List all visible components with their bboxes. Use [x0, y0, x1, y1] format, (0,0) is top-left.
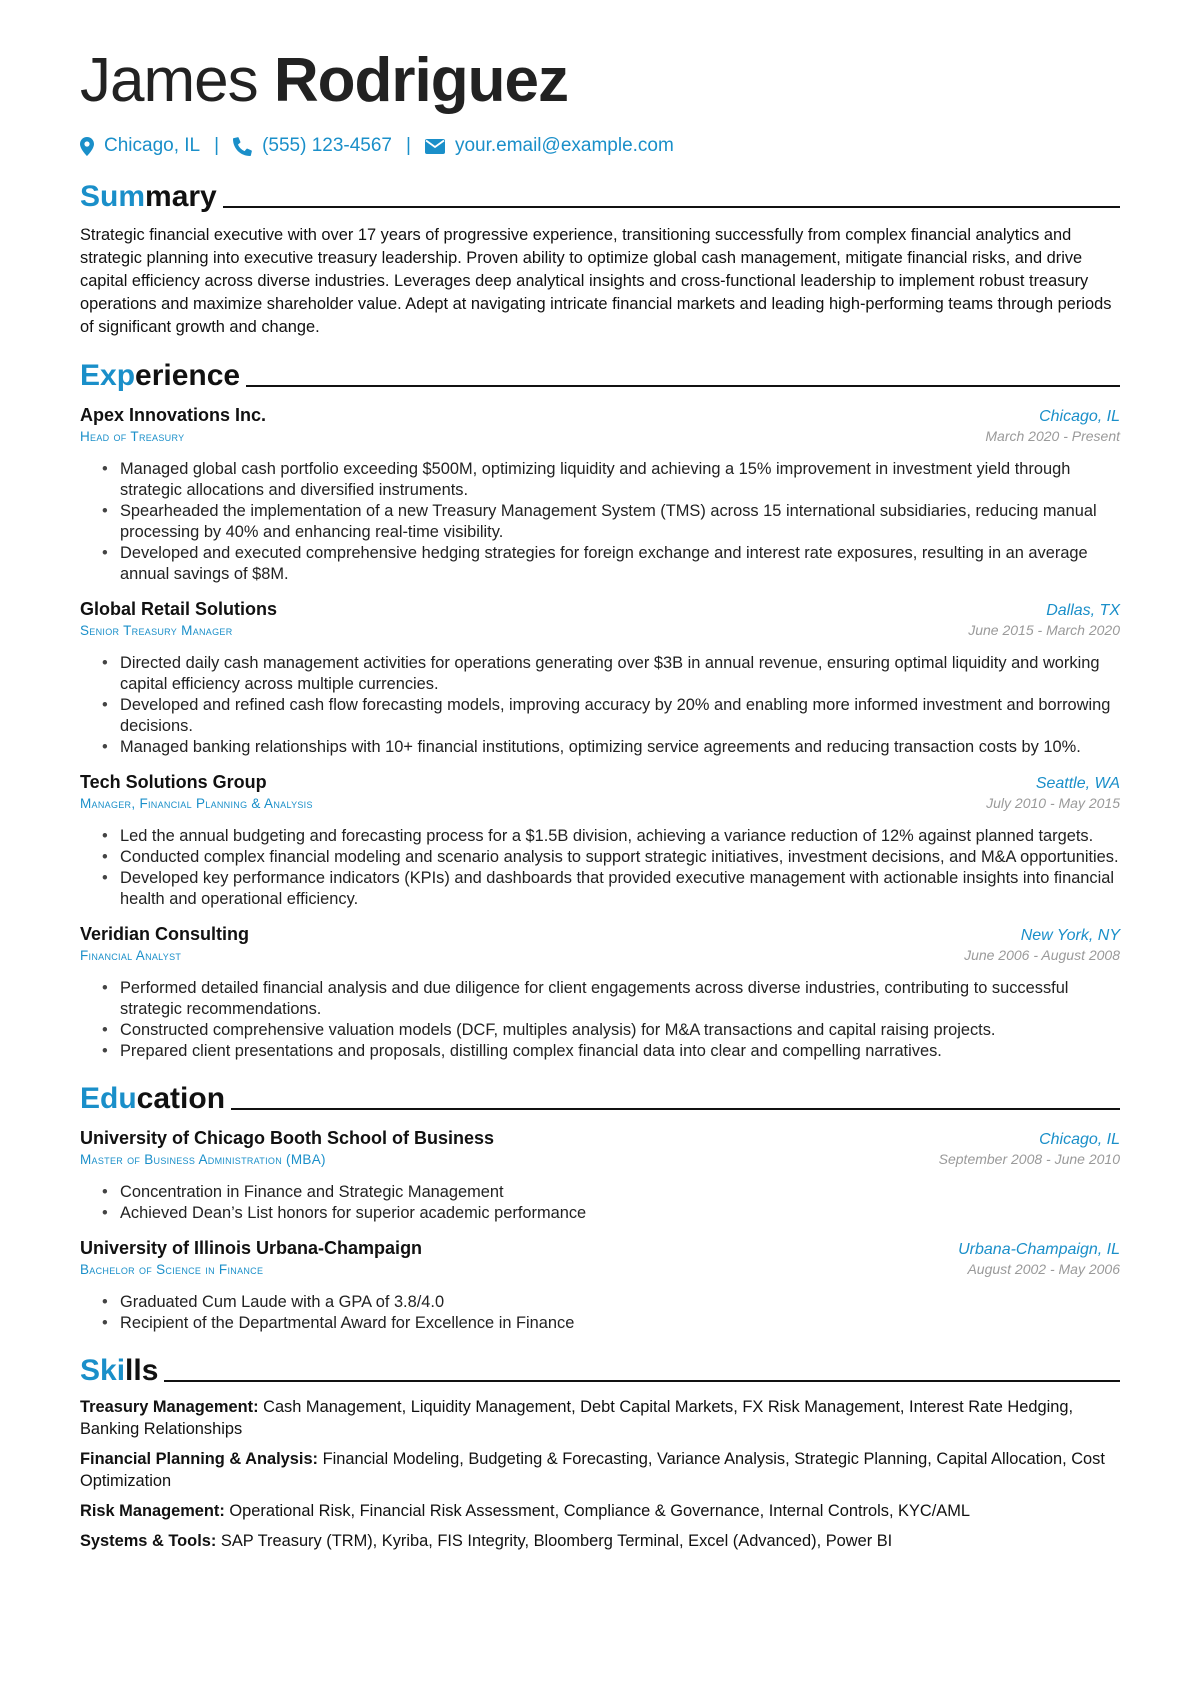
experience-entry [80, 403, 1120, 585]
organization-name: University of Illinois Urbana-Champaign [80, 1238, 423, 1258]
entry-header [80, 922, 1120, 946]
entry-header [80, 597, 1120, 621]
skill-values: SAP Treasury (TRM), Kyriba, FIS Integrity, Bloomberg Terminal, Excel (Advanced), Power BI [220, 1532, 893, 1550]
entry-location: Chicago, IL [1039, 1131, 1120, 1148]
bullet-item: • Graduated Cum Laude with a GPA of 3.8/4.0 [102, 1292, 1120, 1313]
entry-subheader [80, 794, 1120, 814]
skill-values: Operational Risk, Financial Risk Assessment, Compliance & Governance, Internal Controls, KYC/AML [229, 1502, 971, 1520]
section-title: Skills [80, 1354, 159, 1387]
entry-date: August 2002 - May 2006 [967, 1261, 1120, 1277]
section-title: Education [80, 1082, 226, 1115]
skill-line [80, 1396, 1120, 1440]
bullet-item: • Spearheaded the implementation of a new Treasury Management System (TMS) across 15 international subsidiaries, reducing manual processing by 40% and enhancing real-time visibility. [102, 501, 1120, 543]
phone-text: (555) 123-4567 [262, 135, 392, 156]
education-entry [80, 1126, 1120, 1224]
map-pin-icon [80, 137, 94, 156]
first-name: James [80, 46, 258, 115]
bullet-item: • Managed banking relationships with 10+ financial institutions, optimizing service agreements and reducing transaction costs by 10%. [102, 737, 1120, 758]
entry-date: July 2010 - May 2015 [986, 795, 1120, 811]
skill-category: Treasury Management: [80, 1398, 259, 1416]
bullet-item: • Conducted complex financial modeling and scenario analysis to support strategic initiatives, investment decisions, and M&A opportunities. [102, 847, 1120, 868]
summary-text: Strategic financial executive with over 17 years of progressive experience, transitioning successfully from complex financial analytics and strategic planning into executive treasury leadership. Proven ability to optimize global cash management, mitigate financial risks, and drive capital efficiency across diverse industries. Leverages deep analytical insights and cross-functional leadership to implement robust treasury operations and maximize shareholder value. Adept at navigating intricate financial markets and leading high-performing teams through periods of significant growth and change. [80, 226, 1112, 336]
location-text: Chicago, IL [104, 135, 201, 156]
contact-location [80, 135, 200, 157]
entry-role: Master of Business Administration (MBA) [80, 1152, 326, 1167]
organization-name: Veridian Consulting [80, 924, 250, 944]
bullet-item: • Concentration in Finance and Strategic Management [102, 1182, 1120, 1203]
entry-subheader [80, 427, 1120, 447]
entry-subheader [80, 946, 1120, 966]
entry-date: March 2020 - Present [985, 428, 1120, 444]
skill-category: Risk Management: [80, 1502, 225, 1520]
bullet-item: • Led the annual budgeting and forecasting process for a $1.5B division, achieving a variance reduction of 12% against planned targets. [102, 826, 1120, 847]
bullet-item: • Performed detailed financial analysis and due diligence for client engagements across diverse industries, contributing to successful strategic recommendations. [102, 978, 1120, 1020]
bullet-list [80, 653, 1120, 758]
bullet-item: • Constructed comprehensive valuation models (DCF, multiples analysis) for M&A transactions and capital raising projects. [102, 1020, 1120, 1041]
section-divider [164, 1380, 1120, 1382]
bullet-item: • Prepared client presentations and proposals, distilling complex financial data into clear and compelling narratives. [102, 1041, 1120, 1062]
bullet-list [80, 1292, 1120, 1334]
entry-subheader [80, 1150, 1120, 1170]
organization-name: Apex Innovations Inc. [80, 405, 267, 425]
section-divider [223, 206, 1120, 208]
skill-line [80, 1530, 1120, 1552]
skill-category: Systems & Tools: [80, 1532, 217, 1550]
email-link: your.email@example.com [454, 135, 674, 156]
education-entry [80, 1236, 1120, 1334]
skills-list [80, 1396, 1120, 1552]
contact-bar [80, 132, 1120, 160]
bullet-item: • Recipient of the Departmental Award for Excellence in Finance [102, 1313, 1120, 1334]
entry-location: Dallas, TX [1046, 602, 1120, 619]
contact-separator: | [214, 135, 220, 156]
contact-phone[interactable] [233, 135, 392, 157]
skill-line [80, 1500, 1120, 1522]
skill-line [80, 1448, 1120, 1492]
entry-role: Head of Treasury [80, 429, 185, 444]
entry-role: Bachelor of Science in Finance [80, 1262, 264, 1277]
bullet-item: • Achieved Dean’s List honors for superior academic performance [102, 1203, 1120, 1224]
entry-subheader [80, 621, 1120, 641]
section-divider [246, 385, 1120, 387]
bullet-item: • Developed key performance indicators (KPIs) and dashboards that provided executive management with actionable insights into financial health and operational efficiency. [102, 868, 1120, 910]
entry-location: Urbana-Champaign, IL [958, 1241, 1120, 1258]
entry-subheader [80, 1260, 1120, 1280]
organization-name: University of Chicago Booth School of Business [80, 1128, 495, 1148]
skill-category: Financial Planning & Analysis: [80, 1450, 319, 1468]
bullet-list [80, 978, 1120, 1062]
envelope-icon [425, 139, 445, 154]
skill-values: Cash Management, Liquidity Management, Debt Capital Markets, FX Risk Management, Interest Rate Hedging, Banking Relationships [80, 1398, 1074, 1438]
entry-location: Seattle, WA [1035, 775, 1120, 792]
entry-role: Manager, Financial Planning & Analysis [80, 796, 313, 811]
phone-icon [233, 137, 252, 156]
experience-entry [80, 770, 1120, 910]
section-divider [231, 1108, 1120, 1110]
entry-header [80, 770, 1120, 794]
entry-date: June 2006 - August 2008 [964, 947, 1120, 963]
bullet-list [80, 826, 1120, 910]
entry-date: June 2015 - March 2020 [968, 622, 1120, 638]
organization-name: Tech Solutions Group [80, 772, 267, 792]
section-title: Summary [80, 180, 217, 213]
entry-header [80, 403, 1120, 427]
entry-role: Financial Analyst [80, 948, 182, 963]
experience-heading [80, 355, 1120, 393]
entry-header [80, 1236, 1120, 1260]
candidate-name [80, 44, 1120, 118]
contact-separator: | [406, 135, 411, 156]
experience-list [80, 403, 1120, 1062]
skill-values: Financial Modeling, Budgeting & Forecasting, Variance Analysis, Strategic Planning, Capital Allocation, Cost Optimization [80, 1450, 1105, 1490]
education-heading [80, 1078, 1120, 1116]
entry-location: New York, NY [1020, 927, 1120, 944]
experience-entry [80, 922, 1120, 1062]
section-title: Experience [80, 359, 241, 392]
bullet-item: • Directed daily cash management activities for operations generating over $3B in annual revenue, ensuring optimal liquidity and working capital efficiency across multiple currencies. [102, 653, 1120, 695]
entry-header [80, 1126, 1120, 1150]
organization-name: Global Retail Solutions [80, 599, 278, 619]
entry-role: Senior Treasury Manager [80, 623, 233, 638]
skills-heading [80, 1350, 1120, 1388]
entry-date: September 2008 - June 2010 [938, 1151, 1120, 1167]
bullet-list [80, 1182, 1120, 1224]
contact-email[interactable] [425, 135, 674, 157]
bullet-item: • Developed and executed comprehensive hedging strategies for foreign exchange and interest rate exposures, resulting in an average annual savings of $8M. [102, 543, 1120, 585]
education-list [80, 1126, 1120, 1334]
last-name: Rodriguez [273, 46, 568, 115]
experience-entry [80, 597, 1120, 758]
bullet-item: • Managed global cash portfolio exceeding $500M, optimizing liquidity and achieving a 15% improvement in investment yield through strategic allocations and diversified instruments. [102, 459, 1120, 501]
bullet-item: • Developed and refined cash flow forecasting models, improving accuracy by 20% and enabling more informed investment and borrowing decisions. [102, 695, 1120, 737]
summary-heading [80, 176, 1120, 214]
entry-location: Chicago, IL [1039, 408, 1120, 425]
bullet-list [80, 459, 1120, 585]
